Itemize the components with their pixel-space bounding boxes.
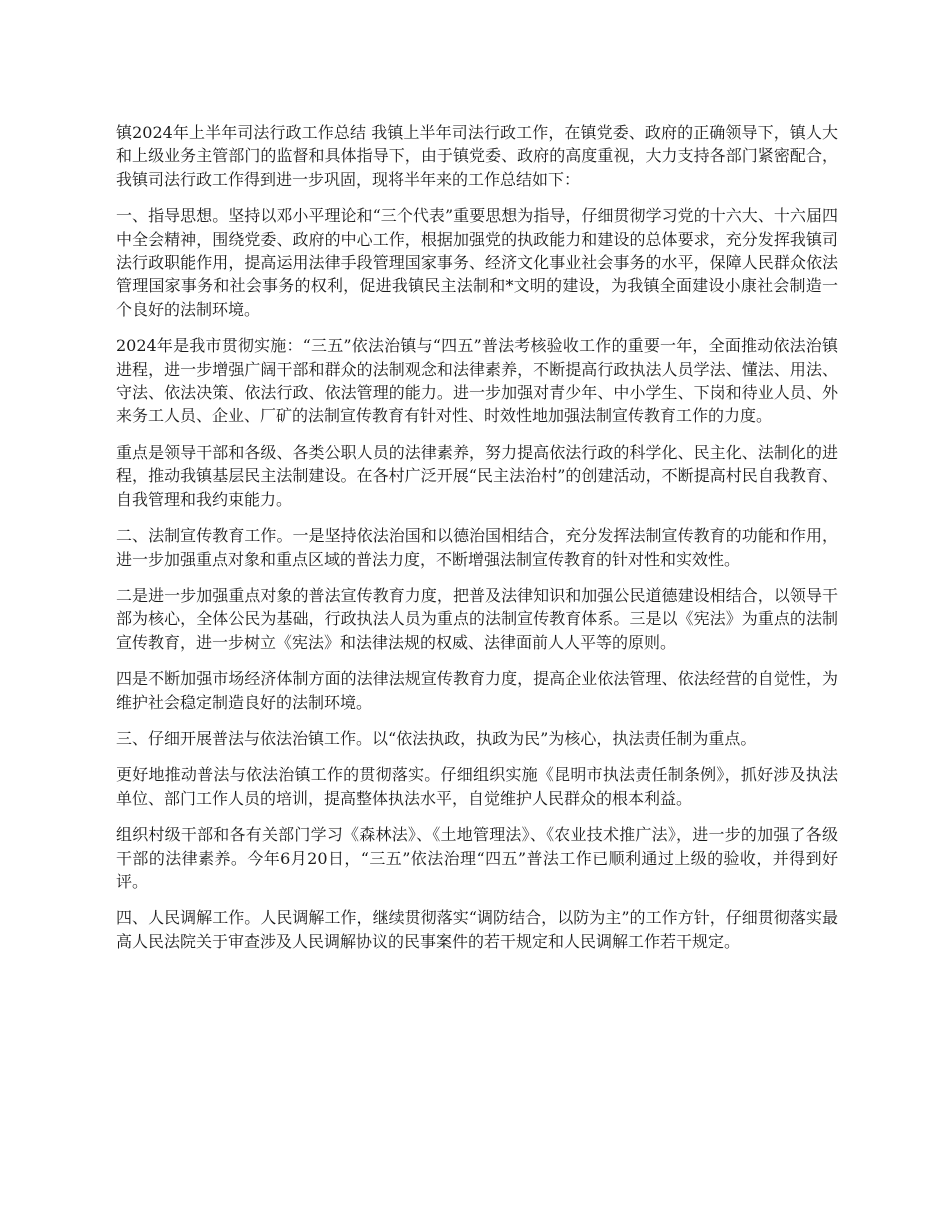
paragraph-intro: 镇2024年上半年司法行政工作总结 我镇上半年司法行政工作，在镇党委、政府的正确领导下，镇人大和上级业务主管部门的监督和具体指导下，由于镇党委、政府的高度重视，大力支持各部门紧密配合，我镇司法行政工作得到进一步巩固，现将半年来的工作总结如下： — [116, 123, 838, 189]
paragraph-legal-publicity: 二、法制宣传教育工作。一是坚持依法治国和以德治国相结合，充分发挥法制宣传教育的功能和作用，进一步加强重点对象和重点区域的普法力度，不断增强法制宣传教育的针对性和实效性。 — [116, 526, 838, 569]
paragraph-second-point: 二是进一步加强重点对象的普法宣传教育力度，把普及法律知识和加强公民道德建设相结合，以领导干部为核心，全体公民为基础，行政执法人员为重点的法制宣传教育体系。三是以《宪法》为重点的法制宣传教育，进一步树立《宪法》和法律法规的权威、法律面前人人平等的原则。 — [116, 585, 838, 652]
paragraph-cadre-training: 组织村级干部和各有关部门学习《森林法》、《土地管理法》、《农业技术推广法》，进一步的加强了各级干部的法律素养。今年6月20日，“三五”依法治理“四五”普法工作已顺利通过上级的验收，并得到好评。 — [116, 825, 838, 891]
paragraph-mediation: 四、人民调解工作。人民调解工作，继续贯彻落实“调防结合，以防为主”的工作方针，仔细贯彻落实最高人民法院关于审查涉及人民调解协议的民事案件的若干规定和人民调解工作若干规定。 — [116, 908, 838, 951]
paragraph-guiding-ideology: 一、指导思想。坚持以邓小平理论和“三个代表”重要思想为指导，仔细贯彻学习党的十六大、十六届四中全会精神，围绕党委、政府的中心工作，根据加强党的执政能力和建设的总体要求，充分发挥我镇司法行政职能作用，提高运用法律手段管理国家事务、经济文化事业社会事务的水平，保障人民群众依法管理国家事务和社会事务的权利，促进我镇民主法制和*文明的建设，为我镇全面建设小康社会制造一个良好的法制环境。 — [116, 206, 838, 319]
paragraph-fourth-point: 四是不断加强市场经济体制方面的法律法规宣传教育力度，提高企业依法管理、依法经营的自觉性，为维护社会稳定制造良好的法制环境。 — [116, 669, 838, 712]
paragraph-2024-implementation: 2024年是我市贯彻实施：“三五”依法治镇与“四五”普法考核验收工作的重要一年，全面推动依法治镇进程，进一步增强广阔干部和群众的法制观念和法律素养，不断提高行政执法人员学法、懂法、用法、守法、依法决策、依法行政、依法管理的能力。进一步加强对青少年、中小学生、下岗和待业人员、外来务工人员、企业、厂矿的法制宣传教育有针对性、时效性地加强法制宣传教育工作的力度。 — [116, 336, 838, 426]
paragraph-law-popularization: 三、仔细开展普法与依法治镇工作。以“依法执政，执政为民”为核心，执法责任制为重点。 — [116, 728, 757, 748]
paragraph-key-focus: 重点是领导干部和各级、各类公职人员的法律素养，努力提高依法行政的科学化、民主化、法制化的进程，推动我镇基层民主法制建设。在各村广泛开展“民主法治村”的创建活动，不断提高村民自我教育、自我管理和我约束能力。 — [116, 442, 838, 509]
document-body — [116, 121, 838, 966]
paragraph-implementation: 更好地推动普法与依法治镇工作的贯彻落实。仔细组织实施《昆明市执法责任制条例》，抓好涉及执法单位、部门工作人员的培训，提高整体执法水平，自觉维护人民群众的根本利益。 — [116, 765, 838, 808]
